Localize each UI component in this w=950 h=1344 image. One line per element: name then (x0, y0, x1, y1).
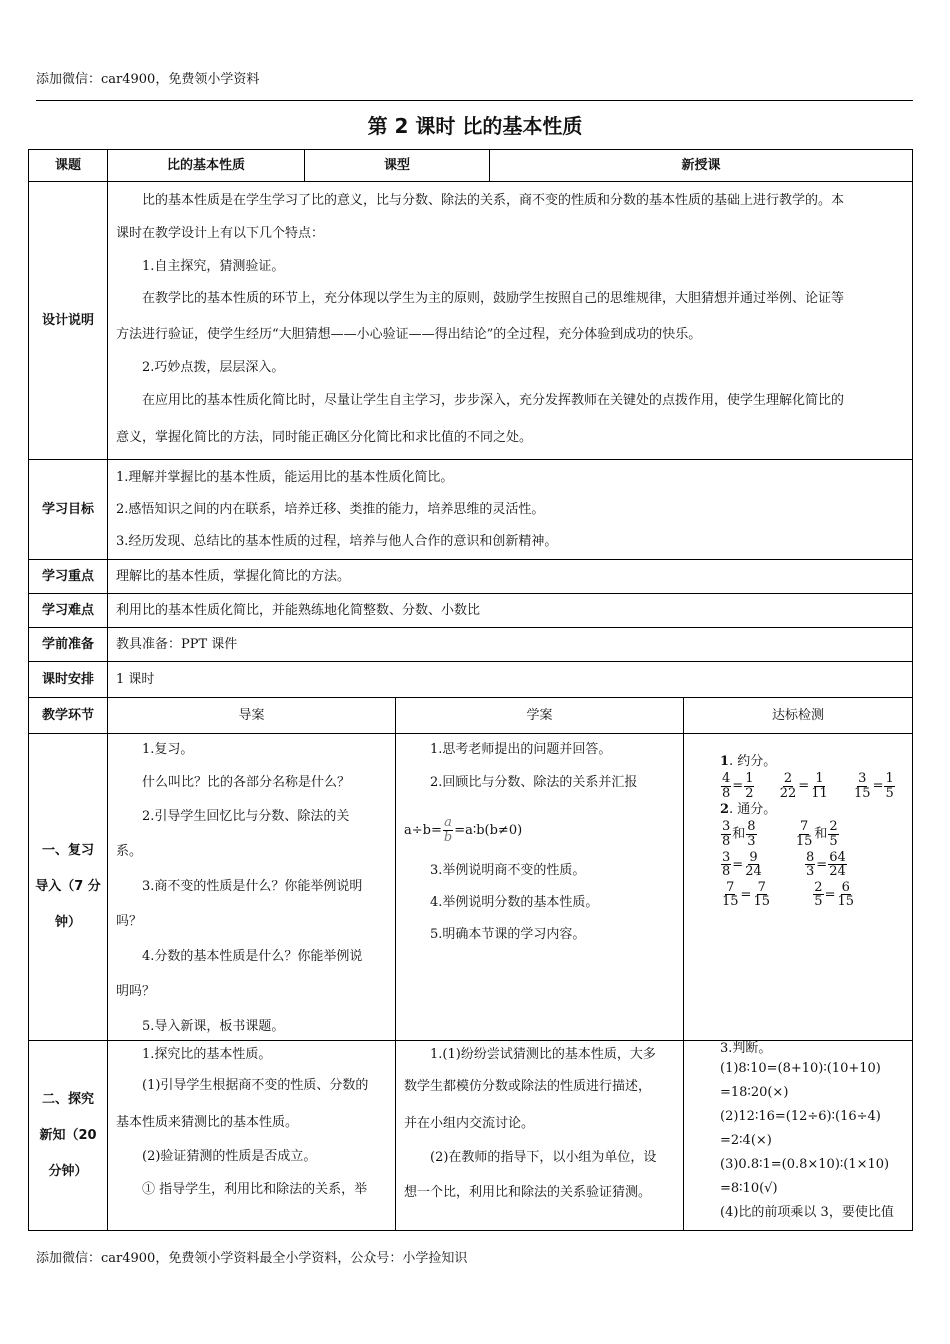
design-line: 比的基本性质是在学生学习了比的意义，比与分数、除法的关系，商不变的性质和分数的基本性质的基础上进行教学的。本 (142, 193, 845, 208)
study-line: 数学生都模仿分数或除法的性质进行描述， (404, 1079, 652, 1094)
and-word: 和 (732, 826, 746, 842)
guide-line: 1.复习。 (142, 742, 194, 757)
fraction-row (720, 851, 904, 879)
guide-line: 系。 (116, 844, 143, 859)
design-line: 课时在教学设计上有以下几个特点： (116, 226, 325, 241)
denominator: 22 (779, 785, 797, 801)
goals-label: 学习目标 (28, 459, 108, 560)
fraction (810, 772, 829, 800)
fraction (721, 772, 731, 800)
equals-sign: = (872, 778, 884, 794)
fraction-numerator: a (444, 815, 452, 831)
design-line: 在教学比的基本性质的环节上，充分体现以学生为主的原则，鼓励学生按照自己的思维规律，大胆猜想并通过举例、论证等 (142, 291, 845, 306)
question-1 (720, 752, 904, 772)
numerator: 2 (829, 819, 838, 835)
numerator: 4 (722, 771, 731, 786)
design-line: 在应用比的基本性质化简比时，尽量让学生自主学习，步步深入，充分发挥教师在关键处的点拨作用，使学生理解化简比的 (142, 393, 845, 408)
col-guide-header: 导案 (107, 697, 396, 734)
guide-line: 3.商不变的性质是什么？你能举例说明 (142, 879, 363, 894)
numerator: 7 (757, 879, 766, 895)
numerator: 3 (722, 819, 731, 835)
key-label: 学习重点 (28, 559, 108, 594)
stage2-guide (107, 1040, 396, 1231)
study-line: 5.明确本节课的学习内容。 (430, 927, 586, 942)
design-line: 意义，掌握化简比的方法，同时能正确区分化简比和求比值的不同之处。 (116, 430, 533, 445)
numerator: 3 (722, 849, 731, 865)
col-stage-header: 教学环节 (28, 697, 108, 734)
guide-line: 2.引导学生回忆比与分数、除法的关 (142, 809, 350, 824)
topic-value: 比的基本性质 (107, 149, 305, 182)
stage2-label-line: 分钟） (48, 1163, 88, 1179)
numerator: 7 (799, 819, 809, 835)
denominator: 3 (806, 864, 815, 880)
guide-line: ① 指导学生，利用比和除法的关系，举 (142, 1182, 368, 1197)
denominator: 5 (814, 894, 823, 910)
study-line: 1.(1)纷纷尝试猜测比的基本性质，大多 (430, 1047, 656, 1062)
stage1-study (395, 733, 684, 1041)
numerator: 9 (749, 849, 758, 865)
check-line: =2∶4(×) (720, 1133, 772, 1148)
fraction-row (720, 820, 904, 848)
numerator: 6 (841, 879, 850, 895)
stage1-label-line: 钟） (54, 915, 81, 930)
guide-line: 什么叫比？比的各部分名称是什么？ (142, 775, 351, 790)
denominator: 15 (795, 833, 813, 849)
key-content: 理解比的基本性质，掌握化简比的方法。 (107, 559, 913, 594)
fraction (836, 881, 855, 909)
fraction (795, 820, 814, 848)
page-header: 添加微信：car4900，免费领小学资料 (36, 72, 260, 87)
denominator: 15 (837, 894, 855, 910)
equals-sign: = (732, 778, 744, 794)
col-study-header: 学案 (395, 697, 684, 734)
goals-content (107, 459, 913, 560)
page-title: 第 2 课时 比的基本性质 (367, 114, 583, 138)
fraction (813, 881, 823, 909)
topic-label: 课题 (28, 149, 108, 182)
schedule-label: 课时安排 (28, 661, 108, 698)
numerator: 64 (829, 849, 846, 865)
numerator: 2 (814, 879, 823, 895)
study-line: 并在小组内交流讨论。 (404, 1116, 535, 1131)
fraction (853, 772, 872, 800)
prep-label: 学前准备 (28, 627, 108, 662)
check-line: (3)0.8∶1=(0.8×10)∶(1×10) (720, 1157, 890, 1172)
fraction (744, 851, 763, 879)
fraction (752, 881, 771, 909)
goal-line: 3.经历发现、总结比的基本性质的过程，培养与他人合作的意识和创新精神。 (116, 534, 558, 549)
equals-sign: = (798, 778, 810, 794)
denominator: 8 (722, 864, 731, 880)
study-line: 3.举例说明商不变的性质。 (430, 863, 586, 878)
equals-sign: = (740, 887, 752, 903)
equals-sign: = (732, 857, 744, 873)
numerator: 8 (747, 819, 756, 835)
guide-line: 明吗？ (116, 984, 156, 999)
formula-prefix: a÷b= (404, 823, 442, 838)
fraction (779, 772, 798, 800)
fraction (746, 820, 756, 848)
prep-content: 教具准备：PPT 课件 (107, 627, 913, 662)
numerator: 3 (858, 771, 867, 786)
difficulty-label: 学习难点 (28, 593, 108, 628)
type-value: 新授课 (489, 149, 913, 182)
design-line: 方法进行验证，使学生经历“大胆猜想——小心验证——得出结论”的全过程，充分体验到成功的快乐。 (116, 327, 702, 342)
study-line: 想一个比，利用比和除法的关系验证猜测。 (404, 1185, 652, 1200)
check-line: =18∶20(×) (720, 1085, 789, 1100)
fraction-row (720, 881, 904, 909)
stage1-check (683, 733, 913, 1041)
check-line: =8∶10(√) (720, 1181, 778, 1196)
guide-line: 4.分数的基本性质是什么？你能举例说 (142, 949, 363, 964)
denominator: 5 (885, 785, 894, 801)
numerator: 8 (806, 849, 815, 865)
study-line: 4.举例说明分数的基本性质。 (430, 895, 599, 910)
numerator: 1 (885, 771, 894, 786)
guide-line: 5.导入新课，板书课题。 (142, 1019, 285, 1034)
study-line: (2)在教师的指导下，以小组为单位，设 (430, 1150, 657, 1165)
guide-line: (1)引导学生根据商不变的性质、分数的 (142, 1078, 369, 1093)
design-line: 2.巧妙点拨，层层深入。 (142, 360, 285, 375)
denominator: 15 (854, 785, 871, 801)
guide-line: 基本性质来猜测比的基本性质。 (116, 1115, 299, 1130)
fraction (721, 851, 731, 879)
goal-line: 1.理解并掌握比的基本性质，能运用比的基本性质化简比。 (116, 470, 454, 485)
check-line: 3.判断。 (720, 1041, 772, 1056)
numerator: 2 (783, 771, 793, 786)
stage2-study (395, 1040, 684, 1231)
denominator: 24 (745, 864, 762, 880)
denominator: 8 (722, 785, 731, 801)
fraction (744, 772, 754, 800)
design-label: 设计说明 (28, 181, 108, 460)
numerator: 1 (745, 771, 754, 786)
equals-sign: = (816, 857, 828, 873)
goal-line: 2.感悟知识之间的内在联系，培养迁移、类推的能力，培养思维的灵活性。 (116, 502, 545, 517)
difficulty-content: 利用比的基本性质化简比，并能熟练地化简整数、分数、小数比 (107, 593, 913, 628)
q1-text: . 约分。 (729, 754, 777, 769)
design-line: 1.自主探究，猜测验证。 (142, 259, 285, 274)
question-2 (720, 800, 904, 820)
denominator: 3 (747, 833, 756, 849)
fraction (721, 820, 731, 848)
q2-text: . 通分。 (729, 802, 777, 818)
denominator: 24 (829, 864, 846, 880)
study-line: 1.思考老师提出的问题并回答。 (430, 742, 612, 757)
check-line: (1)8∶10=(8+10)∶(10+10) (720, 1061, 881, 1076)
fraction (721, 881, 740, 909)
q2-number: 2 (720, 802, 730, 818)
numerator: 7 (726, 879, 735, 895)
denominator: 8 (722, 833, 731, 849)
stage1-guide (107, 733, 396, 1041)
stage2-label (28, 1040, 108, 1231)
equals-sign: = (824, 887, 836, 903)
q1-number: 1 (720, 754, 730, 769)
study-line: 2.回顾比与分数、除法的关系并汇报 (430, 775, 638, 790)
division-formula (404, 813, 675, 849)
stage2-label-line: 二、探究 (41, 1091, 94, 1107)
page-footer: 添加微信：car4900，免费领小学资料最全小学资料，公众号：小学捡知识 (36, 1251, 468, 1266)
col-check-header: 达标检测 (683, 697, 913, 734)
guide-line: (2)验证猜测的性质是否成立。 (142, 1149, 317, 1164)
header-divider (36, 100, 913, 101)
stage2-label-line: 新知（20 (39, 1127, 97, 1143)
fraction (828, 820, 838, 848)
denominator: 11 (811, 785, 828, 801)
design-content (107, 181, 913, 460)
schedule-content: 1 课时 (107, 661, 913, 698)
denominator: 15 (722, 894, 739, 910)
guide-line: 1.探究比的基本性质。 (142, 1047, 272, 1062)
stage1-label-line: 一、复习 (41, 843, 94, 858)
and-word: 和 (814, 826, 828, 842)
check-line: (4)比的前项乘以 3，要使比值 (720, 1205, 894, 1220)
denominator: 15 (753, 894, 770, 910)
fraction-row (720, 772, 904, 800)
fraction-denominator: b (443, 830, 453, 845)
denominator: 2 (745, 785, 754, 801)
type-label: 课型 (304, 149, 490, 182)
denominator: 5 (829, 833, 838, 849)
fraction (884, 772, 894, 800)
stage1-label-line: 导入（7 分 (35, 879, 101, 894)
check-line: (2)12∶16=(12÷6)∶(16÷4) (720, 1109, 881, 1124)
fraction-a-over-b (443, 816, 453, 844)
guide-line: 吗？ (116, 914, 143, 929)
formula-suffix: =a∶b(b≠0) (454, 823, 523, 838)
numerator: 1 (815, 771, 824, 786)
fraction (828, 851, 847, 879)
stage1-label (28, 733, 108, 1041)
stage2-check (683, 1040, 913, 1231)
fraction (805, 851, 815, 879)
